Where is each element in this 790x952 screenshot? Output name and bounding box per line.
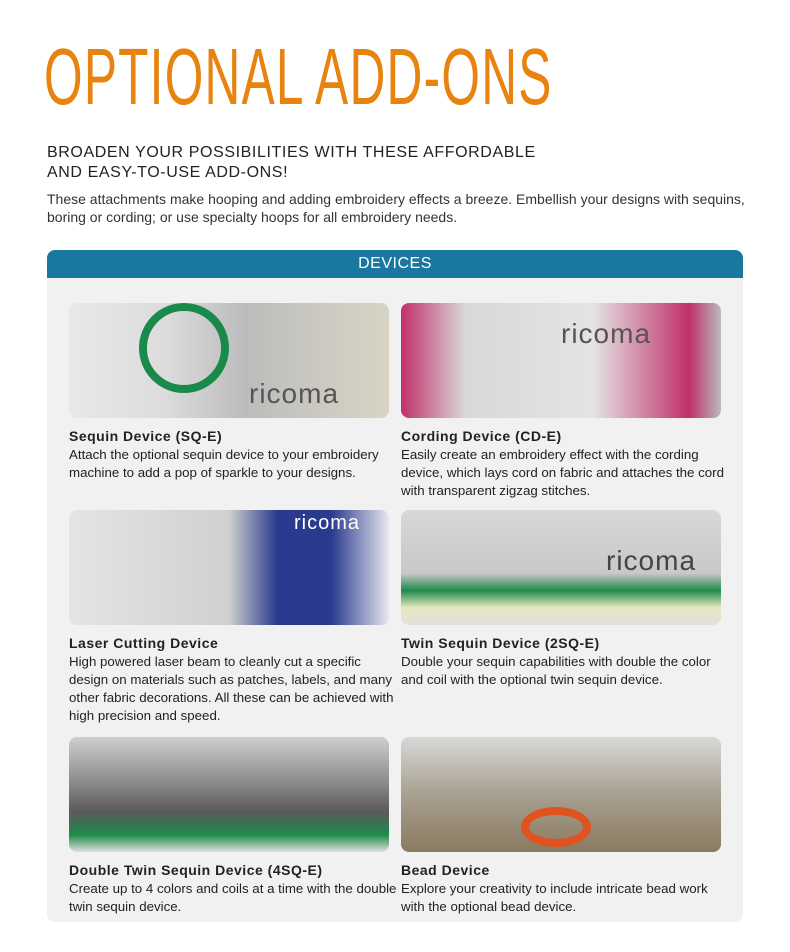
device-name: Cording Device (CD-E) <box>401 428 562 444</box>
brand-logo: ricoma <box>606 545 697 576</box>
device-card <box>69 303 399 482</box>
device-description: Easily create an embroidery effect with the cording device, which lays cord on fabric and attaches the cord with transparent zigzag stitches. <box>401 447 724 498</box>
brand-logo: ricoma <box>249 378 340 409</box>
device-card <box>401 737 731 916</box>
panel-header: DEVICES <box>47 250 743 278</box>
intro-text: These attachments make hooping and adding embroidery effects a breeze. Embellish your designs with sequins, boring or cording; or use specialty hoops for all embroidery needs. <box>47 191 745 225</box>
device-image <box>69 303 389 418</box>
device-name: Sequin Device (SQ-E) <box>69 428 223 444</box>
device-card <box>401 303 731 500</box>
device-description: Double your sequin capabilities with double the color and coil with the optional twin sequin device. <box>401 654 711 687</box>
device-description: Explore your creativity to include intricate bead work with the optional bead device. <box>401 881 708 914</box>
device-description: Create up to 4 colors and coils at a time with the double twin sequin device. <box>69 881 397 914</box>
device-card <box>69 737 399 916</box>
brand-logo: ricoma <box>561 318 652 349</box>
sequin-reel <box>139 303 229 393</box>
device-image <box>401 737 721 852</box>
subtitle <box>47 143 647 183</box>
subtitle-line-2: AND EASY-TO-USE ADD-ONS! <box>47 164 289 181</box>
device-card <box>69 510 399 725</box>
device-name: Bead Device <box>401 862 490 878</box>
brand-logo: ricoma <box>294 512 361 534</box>
bead-heart-design <box>521 807 591 847</box>
device-name: Laser Cutting Device <box>69 635 219 651</box>
device-image <box>401 303 721 418</box>
device-description: Attach the optional sequin device to your embroidery machine to add a pop of sparkle to your designs. <box>69 447 379 480</box>
device-card <box>401 510 731 689</box>
devices-panel <box>47 250 743 922</box>
device-image <box>69 737 389 852</box>
device-image <box>69 510 389 625</box>
device-image <box>401 510 721 625</box>
subtitle-line-1: BROADEN YOUR POSSIBILITIES WITH THESE AFFORDABLE <box>47 144 536 161</box>
device-name: Twin Sequin Device (2SQ-E) <box>401 635 600 651</box>
device-description: High powered laser beam to cleanly cut a specific design on materials such as patches, labels, and many other fabric decorations. All these can be achieved with high precision and speed. <box>69 654 394 723</box>
page-title: OPTIONAL ADD-ONS <box>44 32 553 121</box>
device-name: Double Twin Sequin Device (4SQ-E) <box>69 862 323 878</box>
